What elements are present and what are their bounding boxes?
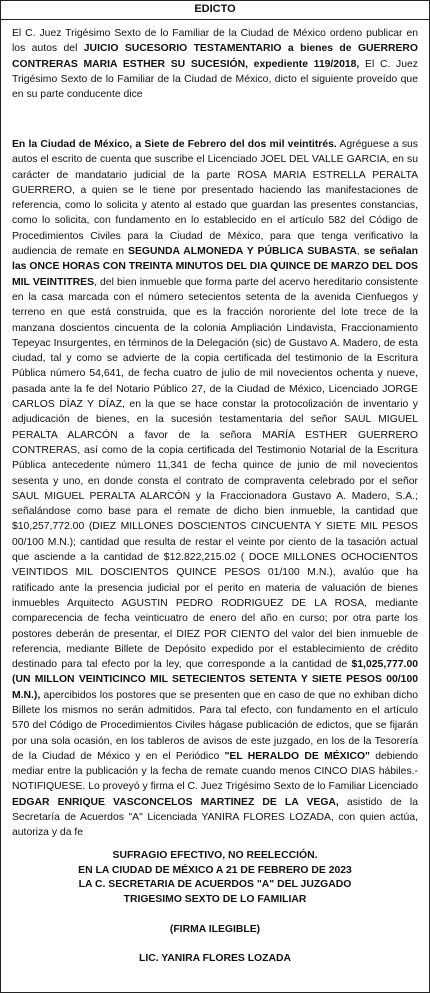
ruling-text-1: Agréguese a sus autos el escrito de cuenta que suscribe el Licenciado JOEL DEL VALLE GARCIA, en su carácter de mandatario judicial de la parte ROSA MARIA ESTRELLA PERALTA GUERRERO, a quien se le tiene por presentado haciendo las manifestaciones de referencia, como lo solicita y atento al estado que guardan las presentes constancias, como lo solicita, con fundamento en lo establecido en el artículo 582 del Código de Procedimientos Civiles para la Ciudad de México, para que tenga verificativo la audiencia de remate en <box>12 139 419 258</box>
intro-case-bold: JUICIO SUCESORIO TESTAMENTARIO a bienes de GUERRERO CONTRERAS MARIA ESTHER SU SUCESIÓN, expediente 119/2018, <box>12 43 418 70</box>
ruling-newspaper-bold: "EL HERALDO DE MÉXICO" <box>224 750 370 762</box>
ruling-auction-bold: SEGUNDA ALMONEDA Y PÚBLICA SUBASTA <box>128 246 357 258</box>
ruling-hearing-date-bold: se señalan las ONCE HORAS CON TREINTA MINUTOS DEL DIA QUINCE DE MARZO DEL DOS MIL VEINTITRES <box>12 246 418 288</box>
ruling-text-3: , del bien inmueble que forma parte del acervo hereditario consistente en la casa marcada con el número setecientos setenta de la avenida Cienfuegos y terreno en que está construida, que es la fracción nororiente del lote trece de la manzana doscientos cincuenta de la colonia Ampliación Lindavista, Fraccionamiento Tepeyac Insurgentes, en términos de la Delegación (sic) de Gustavo A. Madero, de esta ciudad, tal y como se advierte de la copia certificada del testimonio de la Escritura Pública número 54,641, de fecha cuatro de julio de mil novecientos ochenta y nueve, pasada ante la fe del Notario Público 27, de la Ciudad de México, Licenciado JORGE CARLOS DÍAZ Y DÍAZ, en la que se hace constar la protocolización de inventario y adjudicación de bienes, en la sucesión testamentaria del señor SAUL MIGUEL PERALTA ALARCÓN a favor de la señora MARÍA ESTHER GUERRERO CONTRERAS, así como de la copia certificada del Testimonio Notarial de la Escritura Pública antecedente número 11,341 de fecha quince de junio de mil novecientos sesenta y uno, en donde consta el contrato de compraventa celebrado por el señor SAUL MIGUEL PERALTA ALARCÓN y la Fraccionadora Gustavo A. Madero, S.A.; señalándose como base para el remate de dicho bien inmueble, la cantidad que $10,257,772.00 (DIEZ MILLONES DOSCIENTOS CINCUENTA Y SIETE MIL PESOS 00/100 M.N.); cantidad que resulta de restar el veinte por ciento de la tasación actual que asciende a la cantidad de $12.822,215.02 ( DOCE MILLONES OCHOCIENTOS VEINTIDOS MIL DOSCIENTOS QUINCE PESOS 01/100 M.N.), avalúo que ha ratificado ante la presencia judicial por el perito en materia de valuación de bienes inmuebles Arquitecto AGUSTIN PEDRO RODRIGUEZ DE LA ROSA, mediante comparecencia de fecha veinticuatro de enero del año en curso; por otra parte los postores deberán de presentar, el DIEZ POR CIENTO del valor del bien inmueble de referencia, mediante Billete de Depósito expedido por el establecimiento de crédito destinado para tal efecto por la ley, que corresponde a la cantidad de <box>12 276 418 671</box>
ruling-deposit-amount-bold: $1,025,777.00 (UN MILLON VEINTICINCO MIL SETECIENTOS SETENTA Y SIETE PESOS 00/100 M.N.), <box>12 659 418 701</box>
intro-paragraph <box>1 26 429 102</box>
footer-signature-note: (FIRMA ILEGIBLE) <box>169 924 261 936</box>
ruling-paragraph <box>1 137 429 841</box>
footer-court: TRIGESIMO SEXTO DE LO FAMILIAR <box>123 893 307 905</box>
signature-block <box>1 849 429 967</box>
intro-text-2: El C. Juez Trigésimo Sexto de lo Familiar de la Ciudad de México, dicto el siguiente proveído que en su parte conducente dice <box>12 58 418 101</box>
footer-signer-name: LIC. YANIRA FLORES LOZADA <box>138 952 292 964</box>
ruling-date-bold: En la Ciudad de México, a Siete de Febrero del dos mil veintitrés. <box>12 139 337 150</box>
intro-text-1: El C. Juez Trigésimo Sexto de lo Familiar de la Ciudad de México ordeno publicar en los autos del <box>12 28 418 55</box>
ruling-judge-name-bold: EDGAR ENRIQUE VASCONCELOS MARTINEZ DE LA VEGA, <box>12 796 339 808</box>
footer-date: EN LA CIUDAD DE MÉXICO A 21 DE FEBRERO DE 2023 <box>78 864 352 876</box>
ruling-text-2: , <box>356 246 364 258</box>
ruling-text-5: debiendo mediar entre la publicación y la fecha de remate cuando menos CINCO DIAS hábiles.- NOTIFIQUESE. Lo proveyó y firma el C. Juez Trigésimo Sexto de lo Familiar Licenciado <box>12 750 418 793</box>
footer-slogan: SUFRAGIO EFECTIVO, NO REELECCIÓN. <box>112 850 318 861</box>
edict-title: EDICTO <box>1 1 429 20</box>
ruling-text-6: asistido de la Secretaría de Acuerdos "A" Licenciada YANIRA FLORES LOZADA, con quien actúa, autoriza y da fe <box>12 796 418 839</box>
ruling-text-4: apercibidos los postores que se presenten que en caso de que no exhiban dicho Billete los mismos no serán admitidos. Para tal efecto, con fundamento en el artículo 570 del Código de Procedimientos Civiles hágase publicación de edictos, que se fijarán por una sola ocasión, en los tableros de avisos de este juzgado, en los de la Tesorería de la Ciudad de México y en el Periódico <box>12 689 418 762</box>
footer-secretary-title: LA C. SECRETARIA DE ACUERDOS "A" DEL JUZGADO <box>78 879 352 891</box>
